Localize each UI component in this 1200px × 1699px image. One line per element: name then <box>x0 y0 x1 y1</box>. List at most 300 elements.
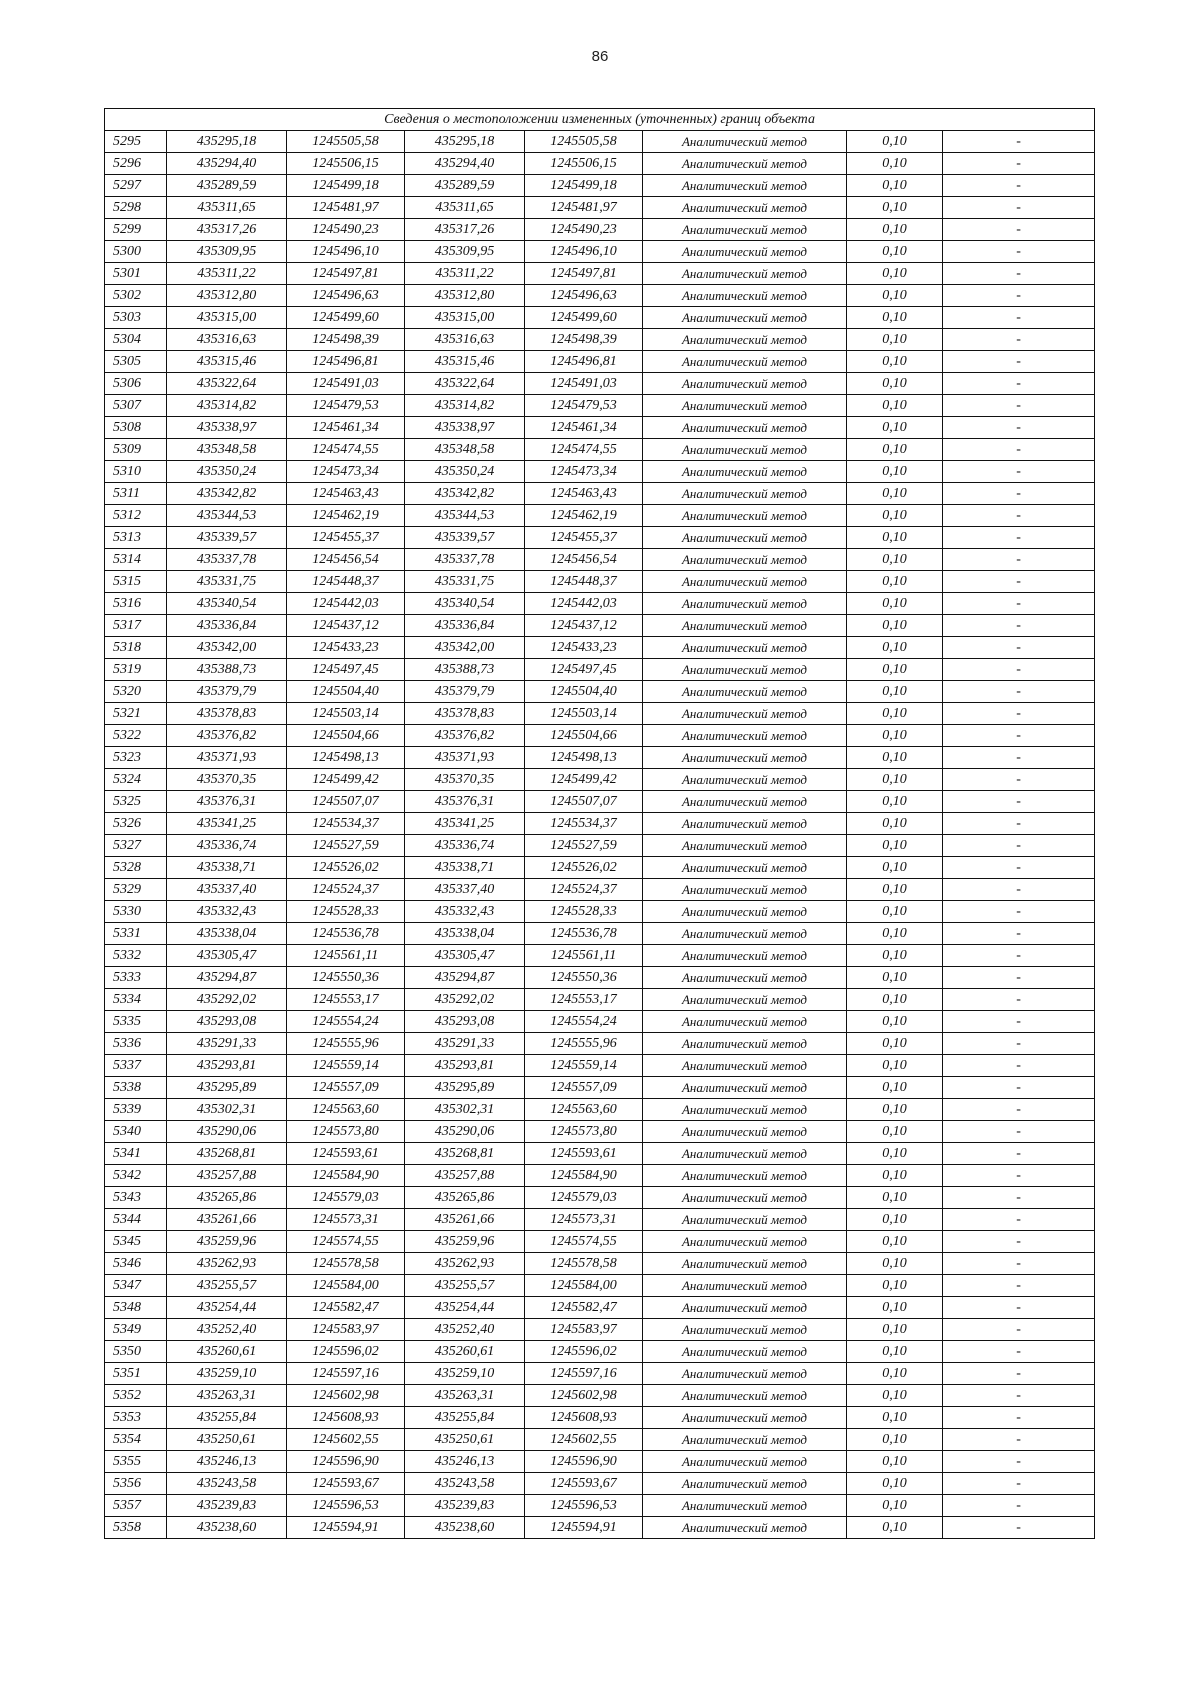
table-row <box>105 307 1095 329</box>
x-new-cell: 435311,65 <box>405 197 525 219</box>
table-row <box>105 417 1095 439</box>
accuracy-cell: 0,10 <box>847 615 943 637</box>
accuracy-cell: 0,10 <box>847 659 943 681</box>
x-old-cell: 435259,10 <box>167 1363 287 1385</box>
y-new-cell: 1245584,90 <box>525 1165 643 1187</box>
method-cell: Аналитический метод <box>643 835 847 857</box>
table-row <box>105 791 1095 813</box>
table-row <box>105 1099 1095 1121</box>
method-cell: Аналитический метод <box>643 989 847 1011</box>
x-old-cell: 435370,35 <box>167 769 287 791</box>
y-old-cell: 1245524,37 <box>287 879 405 901</box>
table-row <box>105 527 1095 549</box>
accuracy-cell: 0,10 <box>847 1495 943 1517</box>
accuracy-cell: 0,10 <box>847 1451 943 1473</box>
table-row <box>105 923 1095 945</box>
y-old-cell: 1245527,59 <box>287 835 405 857</box>
table-row <box>105 1187 1095 1209</box>
y-old-cell: 1245473,34 <box>287 461 405 483</box>
x-new-cell: 435371,93 <box>405 747 525 769</box>
y-old-cell: 1245499,42 <box>287 769 405 791</box>
point-number-cell: 5335 <box>105 1011 167 1033</box>
accuracy-cell: 0,10 <box>847 527 943 549</box>
x-old-cell: 435336,84 <box>167 615 287 637</box>
x-new-cell: 435243,58 <box>405 1473 525 1495</box>
method-cell: Аналитический метод <box>643 1517 847 1539</box>
x-new-cell: 435260,61 <box>405 1341 525 1363</box>
table-row <box>105 175 1095 197</box>
y-old-cell: 1245528,33 <box>287 901 405 923</box>
y-old-cell: 1245490,23 <box>287 219 405 241</box>
x-new-cell: 435312,80 <box>405 285 525 307</box>
point-number-cell: 5303 <box>105 307 167 329</box>
method-cell: Аналитический метод <box>643 813 847 835</box>
description-cell: - <box>943 175 1095 197</box>
accuracy-cell: 0,10 <box>847 923 943 945</box>
point-number-cell: 5319 <box>105 659 167 681</box>
y-new-cell: 1245554,24 <box>525 1011 643 1033</box>
x-old-cell: 435293,81 <box>167 1055 287 1077</box>
method-cell: Аналитический метод <box>643 901 847 923</box>
point-number-cell: 5296 <box>105 153 167 175</box>
table-row <box>105 769 1095 791</box>
x-old-cell: 435262,93 <box>167 1253 287 1275</box>
accuracy-cell: 0,10 <box>847 307 943 329</box>
x-new-cell: 435315,00 <box>405 307 525 329</box>
x-old-cell: 435260,61 <box>167 1341 287 1363</box>
y-old-cell: 1245536,78 <box>287 923 405 945</box>
accuracy-cell: 0,10 <box>847 901 943 923</box>
description-cell: - <box>943 1341 1095 1363</box>
y-old-cell: 1245594,91 <box>287 1517 405 1539</box>
x-old-cell: 435295,18 <box>167 131 287 153</box>
y-old-cell: 1245437,12 <box>287 615 405 637</box>
method-cell: Аналитический метод <box>643 879 847 901</box>
method-cell: Аналитический метод <box>643 1143 847 1165</box>
description-cell: - <box>943 1055 1095 1077</box>
table-row <box>105 1473 1095 1495</box>
method-cell: Аналитический метод <box>643 307 847 329</box>
x-old-cell: 435338,71 <box>167 857 287 879</box>
x-new-cell: 435338,04 <box>405 923 525 945</box>
accuracy-cell: 0,10 <box>847 967 943 989</box>
point-number-cell: 5328 <box>105 857 167 879</box>
x-new-cell: 435322,64 <box>405 373 525 395</box>
x-old-cell: 435257,88 <box>167 1165 287 1187</box>
x-new-cell: 435246,13 <box>405 1451 525 1473</box>
y-old-cell: 1245505,58 <box>287 131 405 153</box>
table-row <box>105 1385 1095 1407</box>
y-new-cell: 1245506,15 <box>525 153 643 175</box>
y-new-cell: 1245555,96 <box>525 1033 643 1055</box>
y-new-cell: 1245573,80 <box>525 1121 643 1143</box>
description-cell: - <box>943 967 1095 989</box>
table-row <box>105 351 1095 373</box>
description-cell: - <box>943 285 1095 307</box>
x-new-cell: 435315,46 <box>405 351 525 373</box>
point-number-cell: 5349 <box>105 1319 167 1341</box>
x-new-cell: 435289,59 <box>405 175 525 197</box>
description-cell: - <box>943 593 1095 615</box>
y-old-cell: 1245497,45 <box>287 659 405 681</box>
point-number-cell: 5332 <box>105 945 167 967</box>
x-new-cell: 435317,26 <box>405 219 525 241</box>
y-old-cell: 1245584,00 <box>287 1275 405 1297</box>
y-new-cell: 1245455,37 <box>525 527 643 549</box>
x-new-cell: 435254,44 <box>405 1297 525 1319</box>
point-number-cell: 5353 <box>105 1407 167 1429</box>
accuracy-cell: 0,10 <box>847 1165 943 1187</box>
accuracy-cell: 0,10 <box>847 417 943 439</box>
x-old-cell: 435332,43 <box>167 901 287 923</box>
y-old-cell: 1245481,97 <box>287 197 405 219</box>
table-row <box>105 483 1095 505</box>
point-number-cell: 5299 <box>105 219 167 241</box>
y-new-cell: 1245559,14 <box>525 1055 643 1077</box>
page-number: 86 <box>591 48 609 65</box>
x-new-cell: 435348,58 <box>405 439 525 461</box>
description-cell: - <box>943 769 1095 791</box>
x-new-cell: 435336,84 <box>405 615 525 637</box>
x-new-cell: 435294,40 <box>405 153 525 175</box>
y-new-cell: 1245602,98 <box>525 1385 643 1407</box>
y-new-cell: 1245479,53 <box>525 395 643 417</box>
y-old-cell: 1245578,58 <box>287 1253 405 1275</box>
point-number-cell: 5297 <box>105 175 167 197</box>
method-cell: Аналитический метод <box>643 1209 847 1231</box>
y-old-cell: 1245474,55 <box>287 439 405 461</box>
table-row <box>105 549 1095 571</box>
y-new-cell: 1245563,60 <box>525 1099 643 1121</box>
x-new-cell: 435379,79 <box>405 681 525 703</box>
boundary-coordinates-table <box>104 108 1095 1539</box>
x-old-cell: 435388,73 <box>167 659 287 681</box>
x-new-cell: 435314,82 <box>405 395 525 417</box>
description-cell: - <box>943 637 1095 659</box>
accuracy-cell: 0,10 <box>847 879 943 901</box>
y-old-cell: 1245498,13 <box>287 747 405 769</box>
point-number-cell: 5311 <box>105 483 167 505</box>
accuracy-cell: 0,10 <box>847 461 943 483</box>
y-new-cell: 1245574,55 <box>525 1231 643 1253</box>
method-cell: Аналитический метод <box>643 681 847 703</box>
y-old-cell: 1245534,37 <box>287 813 405 835</box>
description-cell: - <box>943 197 1095 219</box>
point-number-cell: 5322 <box>105 725 167 747</box>
method-cell: Аналитический метод <box>643 571 847 593</box>
description-cell: - <box>943 945 1095 967</box>
method-cell: Аналитический метод <box>643 461 847 483</box>
x-old-cell: 435378,83 <box>167 703 287 725</box>
y-old-cell: 1245582,47 <box>287 1297 405 1319</box>
accuracy-cell: 0,10 <box>847 1517 943 1539</box>
x-old-cell: 435261,66 <box>167 1209 287 1231</box>
point-number-cell: 5314 <box>105 549 167 571</box>
y-old-cell: 1245561,11 <box>287 945 405 967</box>
accuracy-cell: 0,10 <box>847 725 943 747</box>
point-number-cell: 5298 <box>105 197 167 219</box>
x-new-cell: 435263,31 <box>405 1385 525 1407</box>
point-number-cell: 5321 <box>105 703 167 725</box>
description-cell: - <box>943 1429 1095 1451</box>
accuracy-cell: 0,10 <box>847 1055 943 1077</box>
description-cell: - <box>943 791 1095 813</box>
x-old-cell: 435317,26 <box>167 219 287 241</box>
accuracy-cell: 0,10 <box>847 1473 943 1495</box>
point-number-cell: 5339 <box>105 1099 167 1121</box>
table-row <box>105 857 1095 879</box>
description-cell: - <box>943 857 1095 879</box>
y-old-cell: 1245442,03 <box>287 593 405 615</box>
table-row <box>105 1495 1095 1517</box>
method-cell: Аналитический метод <box>643 1011 847 1033</box>
method-cell: Аналитический метод <box>643 131 847 153</box>
point-number-cell: 5306 <box>105 373 167 395</box>
x-new-cell: 435295,18 <box>405 131 525 153</box>
table-row <box>105 1275 1095 1297</box>
point-number-cell: 5352 <box>105 1385 167 1407</box>
y-old-cell: 1245433,23 <box>287 637 405 659</box>
description-cell: - <box>943 725 1095 747</box>
point-number-cell: 5357 <box>105 1495 167 1517</box>
x-old-cell: 435338,97 <box>167 417 287 439</box>
y-old-cell: 1245499,18 <box>287 175 405 197</box>
x-new-cell: 435250,61 <box>405 1429 525 1451</box>
table-row <box>105 285 1095 307</box>
y-old-cell: 1245602,98 <box>287 1385 405 1407</box>
y-old-cell: 1245448,37 <box>287 571 405 593</box>
accuracy-cell: 0,10 <box>847 1121 943 1143</box>
x-new-cell: 435370,35 <box>405 769 525 791</box>
x-new-cell: 435337,40 <box>405 879 525 901</box>
x-old-cell: 435337,78 <box>167 549 287 571</box>
description-cell: - <box>943 989 1095 1011</box>
method-cell: Аналитический метод <box>643 1165 847 1187</box>
x-new-cell: 435302,31 <box>405 1099 525 1121</box>
accuracy-cell: 0,10 <box>847 153 943 175</box>
y-new-cell: 1245579,03 <box>525 1187 643 1209</box>
description-cell: - <box>943 131 1095 153</box>
y-new-cell: 1245437,12 <box>525 615 643 637</box>
y-old-cell: 1245573,80 <box>287 1121 405 1143</box>
accuracy-cell: 0,10 <box>847 329 943 351</box>
point-number-cell: 5302 <box>105 285 167 307</box>
point-number-cell: 5356 <box>105 1473 167 1495</box>
x-old-cell: 435295,89 <box>167 1077 287 1099</box>
y-old-cell: 1245555,96 <box>287 1033 405 1055</box>
point-number-cell: 5317 <box>105 615 167 637</box>
y-old-cell: 1245596,53 <box>287 1495 405 1517</box>
method-cell: Аналитический метод <box>643 219 847 241</box>
point-number-cell: 5323 <box>105 747 167 769</box>
table-row <box>105 989 1095 1011</box>
accuracy-cell: 0,10 <box>847 1275 943 1297</box>
description-cell: - <box>943 483 1095 505</box>
y-new-cell: 1245498,13 <box>525 747 643 769</box>
method-cell: Аналитический метод <box>643 637 847 659</box>
accuracy-cell: 0,10 <box>847 1363 943 1385</box>
y-new-cell: 1245463,43 <box>525 483 643 505</box>
method-cell: Аналитический метод <box>643 329 847 351</box>
point-number-cell: 5315 <box>105 571 167 593</box>
accuracy-cell: 0,10 <box>847 813 943 835</box>
x-old-cell: 435331,75 <box>167 571 287 593</box>
point-number-cell: 5295 <box>105 131 167 153</box>
description-cell: - <box>943 747 1095 769</box>
description-cell: - <box>943 241 1095 263</box>
x-new-cell: 435316,63 <box>405 329 525 351</box>
method-cell: Аналитический метод <box>643 1099 847 1121</box>
point-number-cell: 5331 <box>105 923 167 945</box>
x-old-cell: 435238,60 <box>167 1517 287 1539</box>
table-row <box>105 1209 1095 1231</box>
description-cell: - <box>943 1143 1095 1165</box>
accuracy-cell: 0,10 <box>847 1187 943 1209</box>
x-old-cell: 435243,58 <box>167 1473 287 1495</box>
description-cell: - <box>943 923 1095 945</box>
point-number-cell: 5310 <box>105 461 167 483</box>
table-row <box>105 1319 1095 1341</box>
x-old-cell: 435376,31 <box>167 791 287 813</box>
point-number-cell: 5344 <box>105 1209 167 1231</box>
method-cell: Аналитический метод <box>643 263 847 285</box>
method-cell: Аналитический метод <box>643 417 847 439</box>
x-old-cell: 435291,33 <box>167 1033 287 1055</box>
x-old-cell: 435250,61 <box>167 1429 287 1451</box>
method-cell: Аналитический метод <box>643 1451 847 1473</box>
y-old-cell: 1245496,10 <box>287 241 405 263</box>
table-row <box>105 461 1095 483</box>
accuracy-cell: 0,10 <box>847 219 943 241</box>
method-cell: Аналитический метод <box>643 769 847 791</box>
method-cell: Аналитический метод <box>643 439 847 461</box>
description-cell: - <box>943 1033 1095 1055</box>
y-old-cell: 1245499,60 <box>287 307 405 329</box>
table-row <box>105 835 1095 857</box>
accuracy-cell: 0,10 <box>847 593 943 615</box>
accuracy-cell: 0,10 <box>847 131 943 153</box>
point-number-cell: 5324 <box>105 769 167 791</box>
x-new-cell: 435388,73 <box>405 659 525 681</box>
y-new-cell: 1245496,63 <box>525 285 643 307</box>
point-number-cell: 5347 <box>105 1275 167 1297</box>
x-old-cell: 435289,59 <box>167 175 287 197</box>
x-old-cell: 435350,24 <box>167 461 287 483</box>
method-cell: Аналитический метод <box>643 725 847 747</box>
point-number-cell: 5338 <box>105 1077 167 1099</box>
table-row <box>105 813 1095 835</box>
point-number-cell: 5334 <box>105 989 167 1011</box>
method-cell: Аналитический метод <box>643 1275 847 1297</box>
accuracy-cell: 0,10 <box>847 285 943 307</box>
y-old-cell: 1245596,90 <box>287 1451 405 1473</box>
accuracy-cell: 0,10 <box>847 505 943 527</box>
point-number-cell: 5326 <box>105 813 167 835</box>
y-old-cell: 1245461,34 <box>287 417 405 439</box>
accuracy-cell: 0,10 <box>847 945 943 967</box>
accuracy-cell: 0,10 <box>847 835 943 857</box>
point-number-cell: 5316 <box>105 593 167 615</box>
x-new-cell: 435268,81 <box>405 1143 525 1165</box>
y-new-cell: 1245481,97 <box>525 197 643 219</box>
point-number-cell: 5337 <box>105 1055 167 1077</box>
accuracy-cell: 0,10 <box>847 439 943 461</box>
description-cell: - <box>943 1451 1095 1473</box>
description-cell: - <box>943 1231 1095 1253</box>
y-old-cell: 1245456,54 <box>287 549 405 571</box>
y-old-cell: 1245463,43 <box>287 483 405 505</box>
x-old-cell: 435246,13 <box>167 1451 287 1473</box>
description-cell: - <box>943 329 1095 351</box>
x-old-cell: 435341,25 <box>167 813 287 835</box>
table-row <box>105 1407 1095 1429</box>
x-old-cell: 435259,96 <box>167 1231 287 1253</box>
point-number-cell: 5340 <box>105 1121 167 1143</box>
x-new-cell: 435331,75 <box>405 571 525 593</box>
y-new-cell: 1245498,39 <box>525 329 643 351</box>
x-old-cell: 435337,40 <box>167 879 287 901</box>
y-old-cell: 1245602,55 <box>287 1429 405 1451</box>
x-old-cell: 435315,00 <box>167 307 287 329</box>
y-new-cell: 1245550,36 <box>525 967 643 989</box>
y-new-cell: 1245534,37 <box>525 813 643 835</box>
x-new-cell: 435252,40 <box>405 1319 525 1341</box>
x-old-cell: 435309,95 <box>167 241 287 263</box>
x-new-cell: 435293,81 <box>405 1055 525 1077</box>
y-new-cell: 1245582,47 <box>525 1297 643 1319</box>
x-old-cell: 435338,04 <box>167 923 287 945</box>
x-new-cell: 435238,60 <box>405 1517 525 1539</box>
accuracy-cell: 0,10 <box>847 747 943 769</box>
x-new-cell: 435342,82 <box>405 483 525 505</box>
description-cell: - <box>943 1363 1095 1385</box>
table-row <box>105 329 1095 351</box>
method-cell: Аналитический метод <box>643 1319 847 1341</box>
table-row <box>105 219 1095 241</box>
x-old-cell: 435263,31 <box>167 1385 287 1407</box>
y-new-cell: 1245497,81 <box>525 263 643 285</box>
description-cell: - <box>943 1121 1095 1143</box>
y-old-cell: 1245573,31 <box>287 1209 405 1231</box>
method-cell: Аналитический метод <box>643 527 847 549</box>
y-old-cell: 1245574,55 <box>287 1231 405 1253</box>
y-old-cell: 1245504,40 <box>287 681 405 703</box>
method-cell: Аналитический метод <box>643 593 847 615</box>
y-new-cell: 1245561,11 <box>525 945 643 967</box>
point-number-cell: 5304 <box>105 329 167 351</box>
method-cell: Аналитический метод <box>643 197 847 219</box>
y-old-cell: 1245504,66 <box>287 725 405 747</box>
point-number-cell: 5355 <box>105 1451 167 1473</box>
description-cell: - <box>943 1517 1095 1539</box>
point-number-cell: 5351 <box>105 1363 167 1385</box>
x-old-cell: 435342,82 <box>167 483 287 505</box>
table-row <box>105 637 1095 659</box>
x-old-cell: 435265,86 <box>167 1187 287 1209</box>
x-new-cell: 435261,66 <box>405 1209 525 1231</box>
y-old-cell: 1245554,24 <box>287 1011 405 1033</box>
y-new-cell: 1245499,18 <box>525 175 643 197</box>
method-cell: Аналитический метод <box>643 791 847 813</box>
x-new-cell: 435294,87 <box>405 967 525 989</box>
description-cell: - <box>943 395 1095 417</box>
y-new-cell: 1245596,90 <box>525 1451 643 1473</box>
point-number-cell: 5325 <box>105 791 167 813</box>
method-cell: Аналитический метод <box>643 615 847 637</box>
x-new-cell: 435350,24 <box>405 461 525 483</box>
x-old-cell: 435348,58 <box>167 439 287 461</box>
table-row <box>105 1143 1095 1165</box>
